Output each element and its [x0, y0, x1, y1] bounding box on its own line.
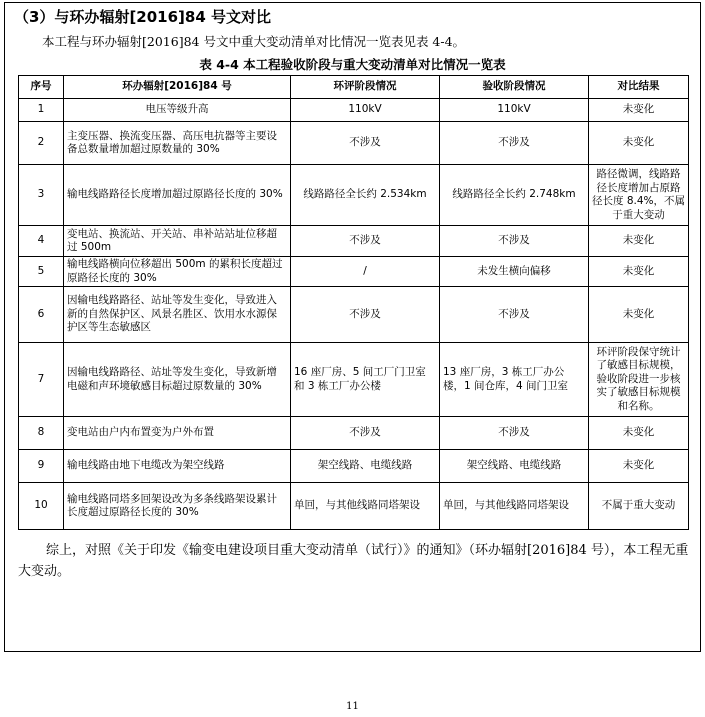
section-heading: （3）与环办辐射[2016]84 号文对比 [14, 8, 271, 26]
header-eia: 环评阶段情况 [291, 76, 440, 99]
cell-no: 5 [19, 257, 64, 287]
cell-result: 未变化 [589, 226, 689, 257]
table-row [19, 165, 689, 226]
table-header-row [19, 76, 689, 99]
cell-eia: 不涉及 [291, 417, 440, 450]
cell-result: 未变化 [589, 450, 689, 483]
cell-eia: 单回，与其他线路同塔架设 [291, 483, 440, 530]
cell-acceptance: 不涉及 [440, 122, 589, 165]
cell-item: 因输电线路路径、站址等发生变化，导致新增电磁和声环境敏感目标超过原数量的 30% [64, 343, 291, 417]
cell-acceptance: 单回，与其他线路同塔架设 [440, 483, 589, 530]
cell-result: 未变化 [589, 287, 689, 343]
table-row [19, 483, 689, 530]
cell-item: 变电站、换流站、开关站、串补站站址位移超过 500m [64, 226, 291, 257]
cell-acceptance: 13 座厂房，3 栋工厂办公楼，1 间仓库，4 间门卫室 [440, 343, 589, 417]
comparison-table [18, 75, 689, 530]
cell-eia: 不涉及 [291, 226, 440, 257]
cell-result: 未变化 [589, 417, 689, 450]
cell-acceptance: 110kV [440, 99, 589, 122]
table-row [19, 343, 689, 417]
table-row [19, 99, 689, 122]
cell-result: 未变化 [589, 99, 689, 122]
table-row [19, 122, 689, 165]
cell-no: 7 [19, 343, 64, 417]
page-number: 11 [346, 701, 359, 712]
cell-item: 因输电线路路径、站址等发生变化，导致进入新的自然保护区、风景名胜区、饮用水水源保护区等生态敏感区 [64, 287, 291, 343]
intro-paragraph: 本工程与环办辐射[2016]84 号文中重大变动清单对比情况一览表见表 4-4。 [42, 34, 466, 49]
cell-result: 路径微调，线路路径长度增加占原路径长度 8.4%，不属于重大变动 [589, 165, 689, 226]
conclusion-paragraph: 综上，对照《关于印发《输变电建设项目重大变动清单（试行）》的通知》（环办辐射[2016]84 号），本工程无重大变动。 [18, 543, 689, 579]
header-no: 序号 [19, 76, 64, 99]
cell-item: 输电线路路径长度增加超过原路径长度的 30% [64, 165, 291, 226]
cell-eia: 不涉及 [291, 287, 440, 343]
cell-acceptance: 线路路径全长约 2.748km [440, 165, 589, 226]
cell-result: 环评阶段保守统计了敏感目标规模，验收阶段进一步核实了敏感目标规模和名称。 [589, 343, 689, 417]
cell-eia: 架空线路、电缆线路 [291, 450, 440, 483]
cell-eia: 线路路径全长约 2.534km [291, 165, 440, 226]
table-row [19, 450, 689, 483]
header-result: 对比结果 [589, 76, 689, 99]
table-row [19, 257, 689, 287]
cell-result: 未变化 [589, 122, 689, 165]
cell-result: 不属于重大变动 [589, 483, 689, 530]
cell-eia: 不涉及 [291, 122, 440, 165]
cell-no: 1 [19, 99, 64, 122]
cell-no: 6 [19, 287, 64, 343]
cell-acceptance: 未发生横向偏移 [440, 257, 589, 287]
cell-eia: 110kV [291, 99, 440, 122]
cell-acceptance: 架空线路、电缆线路 [440, 450, 589, 483]
table-caption: 表 4-4 本工程验收阶段与重大变动清单对比情况一览表 [199, 57, 506, 72]
header-acceptance: 验收阶段情况 [440, 76, 589, 99]
cell-no: 3 [19, 165, 64, 226]
header-item: 环办辐射[2016]84 号 [64, 76, 291, 99]
cell-no: 10 [19, 483, 64, 530]
table-row [19, 417, 689, 450]
table-row [19, 226, 689, 257]
cell-acceptance: 不涉及 [440, 417, 589, 450]
cell-no: 2 [19, 122, 64, 165]
cell-acceptance: 不涉及 [440, 226, 589, 257]
cell-result: 未变化 [589, 257, 689, 287]
table-row [19, 287, 689, 343]
cell-item: 输电线路同塔多回架设改为多条线路架设累计长度超过原路径长度的 30% [64, 483, 291, 530]
cell-acceptance: 不涉及 [440, 287, 589, 343]
cell-item: 变电站由户内布置变为户外布置 [64, 417, 291, 450]
cell-no: 9 [19, 450, 64, 483]
cell-item: 输电线路横向位移超出 500m 的累积长度超过原路径长度的 30% [64, 257, 291, 287]
cell-no: 8 [19, 417, 64, 450]
cell-eia: 16 座厂房、5 间工厂门卫室和 3 栋工厂办公楼 [291, 343, 440, 417]
cell-no: 4 [19, 226, 64, 257]
cell-item: 电压等级升高 [64, 99, 291, 122]
cell-eia: / [291, 257, 440, 287]
cell-item: 主变压器、换流变压器、高压电抗器等主要设备总数量增加超过原数量的 30% [64, 122, 291, 165]
cell-item: 输电线路由地下电缆改为架空线路 [64, 450, 291, 483]
